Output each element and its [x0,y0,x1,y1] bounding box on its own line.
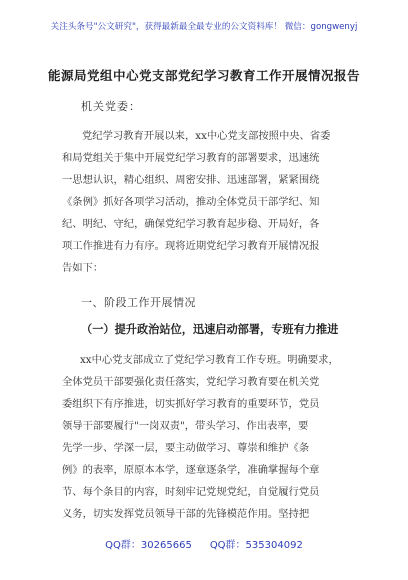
header-banner: 关注头条号"公文研究"，获得最新最全最专业的公文资料库！ 微信：gongwenyj [50,22,358,32]
paragraph-line: 一思想认识，精心组织、周密安排、迅速部署，紧紧围绕 [62,174,320,186]
paragraph-line: 节、每个条目的内容，时刻牢记党规党纪，自觉履行党员 [62,486,320,498]
subsection-heading: （一）提升政治站位，迅速启动部署，专班有力推进 [81,322,339,336]
body-paragraph [62,349,354,525]
qq-group-2: QQ群：535304092 [209,540,303,551]
paragraph-line: 全体党员干部要强化责任落实，党纪学习教育要在机关党 [62,376,320,388]
qq-group-1: QQ群：30265665 [105,540,192,551]
section-heading: 一、阶段工作开展情况 [81,296,196,309]
paragraph-line: 纪、明纪、守纪，确保党纪学习教育起步稳、开局好，各 [62,218,320,230]
paragraph-line: xx中心党支部成立了党纪学习教育工作专班。明确要求， [80,354,339,366]
document-title: 能源局党组中心党支部党纪学习教育工作开展情况报告 [47,68,360,83]
paragraph-line: 先学一步、学深一层，要主动做学习、尊崇和维护《条 [62,442,310,454]
intro-paragraph [62,125,354,279]
footer-contact [0,536,408,551]
paragraph-line: 《条例》抓好各项学习活动，推动全体党员干部学纪、知 [62,196,320,208]
paragraph-line: 告如下： [62,262,104,274]
salutation: 机关党委： [81,100,141,113]
paragraph-line: 例》的表率，原原本本学，逐章逐条学，准确掌握每个章 [62,464,320,476]
paragraph-line: 项工作推进有力有序。现将近期党纪学习教育开展情况报 [62,240,320,252]
paragraph-line: 党纪学习教育开展以来，xx中心党支部按照中央、省委 [82,130,331,142]
paragraph-line: 委组织下有序推进，切实抓好学习教育的重要环节，党员 [62,398,320,410]
paragraph-line: 领导干部要履行"一岗双责"，带头学习、作出表率，要 [62,420,309,432]
paragraph-line: 义务，切实发挥党员领导干部的先锋模范作用。坚持把 [62,508,310,520]
paragraph-line: 和局党组关于集中开展党纪学习教育的部署要求，迅速统 [62,152,320,164]
